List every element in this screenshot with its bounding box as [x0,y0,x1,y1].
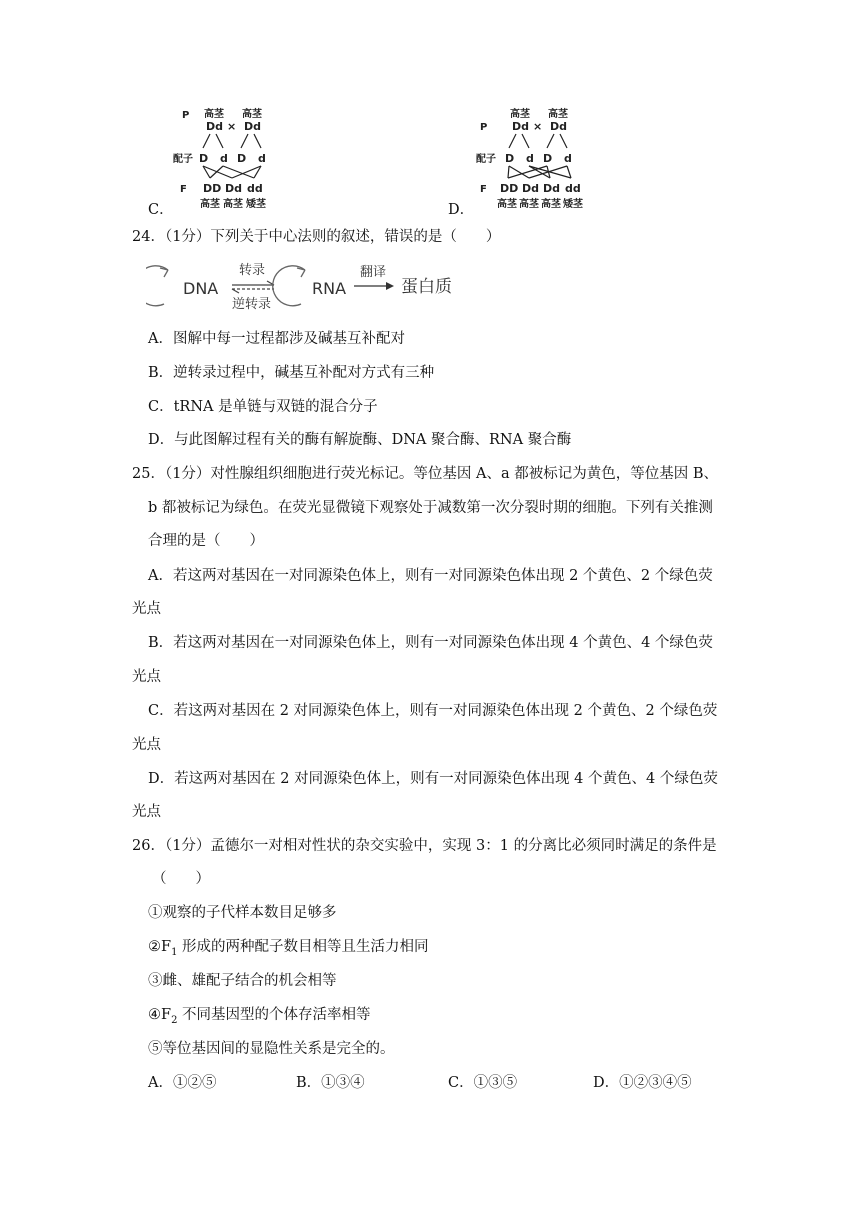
q26-condition-1: ①观察的子代样本数目足够多 [148,905,337,921]
q25-option-c-cont: 光点 [132,737,161,753]
q26-condition-2-rest: 形成的两种配子数目相等且生活力相同 [177,939,429,955]
rna-label: RNA [312,279,347,298]
cross-c-cross-sign: × [227,120,237,133]
cross-c-gamete: D [237,152,247,165]
cross-d-offspring-pheno: 高茎 [519,199,539,210]
cross-c-gamete: d [258,152,266,165]
cross-c-offspring-geno: DD [203,182,222,195]
cross-c-parent2-pheno: 高茎 [242,109,262,120]
q24-option-b: B．逆转录过程中，碱基互补配对方式有三种 [148,365,435,381]
q26-condition-4-rest: 不同基因型的个体存活率相等 [177,1007,371,1023]
q24-stem: 24．（1分）下列关于中心法则的叙述，错误的是（ ） [132,229,501,245]
cross-d-f-label: F [480,184,487,195]
cross-d-offspring-geno: Dd [522,182,540,195]
central-dogma-diagram [146,258,466,314]
cross-d-gamete: D [505,152,515,165]
q26-stem: 26．（1分）孟德尔一对相对性状的杂交实验中，实现 3：1 的分离比必须同时满足的条件是 [132,838,717,854]
q24-option-c: C．tRNA 是单链与双链的混合分子 [148,399,378,415]
q26-condition-2-sub: 1 [171,946,178,958]
q26-option-c: C．①③⑤ [448,1075,518,1091]
cross-d-offspring-pheno: 高茎 [541,199,561,210]
q25-stem-line: 25．（1分）对性腺组织细胞进行荧光标记。等位基因 A、a 都被标记为黄色，等位基因 B、 [132,466,719,482]
reverse-transcription-label: 逆转录 [232,297,272,312]
translation-label: 翻译 [360,265,387,280]
cross-d-offspring-pheno: 高茎 [497,199,517,210]
q23-option-d-label: D． [448,202,475,218]
cross-c-f-label: F [180,184,187,195]
q26-condition-2-prefix: ②F [148,939,172,955]
q26-option-d: D．①②③④⑤ [593,1075,692,1091]
cross-c-offspring-geno: Dd [225,182,243,195]
q24-option-a: A．图解中每一过程都涉及碱基互补配对 [148,331,405,347]
cross-c-parent1-pheno: 高茎 [204,109,224,120]
cross-c-offspring-geno: dd [247,182,263,195]
cross-c-parent2-geno: Dd [244,120,262,133]
cross-d-offspring-geno: Dd [543,182,561,195]
q25-stem-line: 合理的是（ ） [148,533,264,549]
cross-d-p-label: P [480,122,488,133]
cross-c-p-label: P [182,110,190,121]
q25-option-a: A．若这两对基因在一对同源染色体上，则有一对同源染色体出现 2 个黄色、2 个绿色荧 [148,568,713,584]
q23-option-c-label: C． [148,202,174,218]
cross-d-parent2-pheno: 高茎 [548,109,568,120]
cross-d-offspring-geno: dd [565,182,581,195]
protein-label: 蛋白质 [401,277,452,297]
q25-option-b: B．若这两对基因在一对同源染色体上，则有一对同源染色体出现 4 个黄色、4 个绿色荧 [148,635,713,651]
cross-c-parent1-geno: Dd [206,120,224,133]
cross-d-gamete: d [526,152,534,165]
q26-condition-4-sub: 2 [171,1014,178,1026]
cross-d-parent2-geno: Dd [550,120,568,133]
q25-option-d-cont: 光点 [132,804,161,820]
q25-stem-line: b 都被标记为绿色。在荧光显微镜下观察处于减数第一次分裂时期的细胞。下列有关推测 [148,500,713,516]
q26-stem-paren: （ ） [152,871,210,887]
q26-condition-4 [148,1003,371,1026]
cross-c-gamete: D [199,152,209,165]
q25-option-b-cont: 光点 [132,669,161,685]
cross-c-offspring-pheno: 矮茎 [246,199,266,210]
q26-condition-4-prefix: ④F [148,1007,172,1023]
cross-c-offspring-pheno: 高茎 [200,199,220,210]
q26-condition-3: ③雌、雄配子结合的机会相等 [148,973,337,989]
cross-d-gamete: d [564,152,572,165]
q26-option-b: B．①③④ [296,1075,365,1091]
q26-option-a: A．①②⑤ [148,1075,217,1091]
cross-d-gamete-label: 配子 [476,154,496,165]
dna-label: DNA [183,279,219,298]
q26-condition-2 [148,935,429,958]
cross-c-gamete: d [220,152,228,165]
q26-condition-5: ⑤等位基因间的显隐性关系是完全的。 [148,1041,395,1057]
cross-diagram-c [170,104,280,214]
q25-option-a-cont: 光点 [132,601,161,617]
cross-d-cross-sign: × [533,120,543,133]
cross-diagram-d [472,104,592,214]
cross-c-gamete-label: 配子 [173,154,193,165]
cross-d-parent1-geno: Dd [512,120,530,133]
cross-d-offspring-pheno: 矮茎 [563,199,583,210]
transcription-label: 转录 [239,263,266,278]
cross-d-parent1-pheno: 高茎 [510,109,530,120]
cross-d-gamete: D [543,152,553,165]
q24-option-d: D．与此图解过程有关的酶有解旋酶、DNA 聚合酶、RNA 聚合酶 [148,432,572,448]
q25-option-d: D．若这两对基因在 2 对同源染色体上，则有一对同源染色体出现 4 个黄色、4 个绿色荧 [148,771,718,787]
q25-option-c: C．若这两对基因在 2 对同源染色体上，则有一对同源染色体出现 2 个黄色、2 个绿色荧 [148,703,718,719]
cross-c-offspring-pheno: 高茎 [223,199,243,210]
cross-d-offspring-geno: DD [500,182,519,195]
